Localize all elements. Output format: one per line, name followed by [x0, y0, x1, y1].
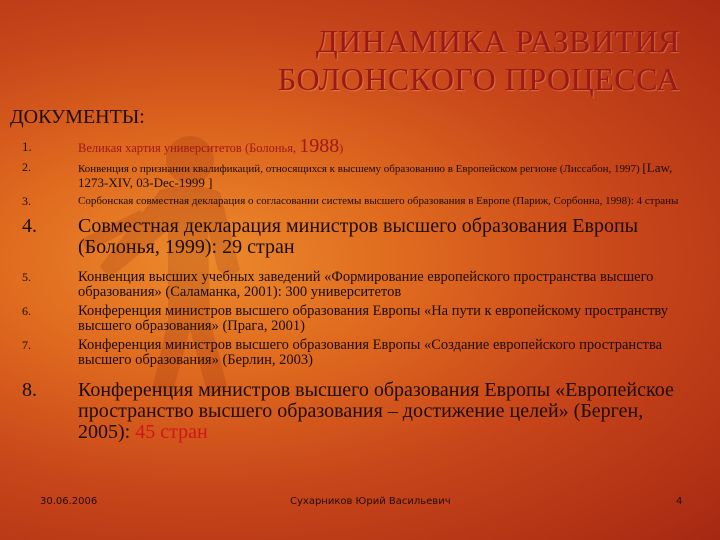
item-number: 1. [22, 139, 32, 154]
list-item [22, 216, 698, 258]
list-item [22, 380, 698, 443]
item-number: 8. [22, 379, 37, 401]
list-item [22, 270, 698, 300]
list-item [22, 161, 698, 191]
documents-list [22, 135, 698, 455]
item-year: 1988 [299, 135, 340, 157]
item-text: Конференция министров высшего образования Европы «Создание европейского пространства высшего образования» (Берлин, 2003) [78, 337, 663, 368]
item-text-main: Конвенция о признании квалификаций, относящихся к высшему образованию в Европейском регионе (Лиссабон, 1997) [78, 163, 643, 175]
item-number: 7. [22, 338, 31, 352]
item-close: ) [339, 141, 344, 155]
list-item [22, 304, 698, 334]
item-text [78, 135, 698, 157]
title-line-1: ДИНАМИКА РАЗВИТИЯ [315, 23, 680, 59]
item-number: 5. [22, 270, 31, 284]
item-text-main: Великая хартия университетов (Болонья, [78, 141, 300, 155]
item-text-main: Конференция министров высшего образования Европы «Европейское пространство высшего образования – достижение целей» (Берген, 2005): [78, 379, 674, 443]
list-item [22, 195, 698, 208]
footer-author: Сухарников Юрий Васильевич [290, 496, 451, 507]
item-text: Конвенция высших учебных заведений «Формирование европейского пространства высшего образования» (Саламанка, 2001): 300 университетов [78, 269, 654, 300]
list-item [22, 135, 698, 157]
footer-page-number: 4 [676, 496, 683, 507]
item-number: 3. [22, 194, 31, 208]
item-number: 4. [22, 215, 37, 237]
list-item [22, 338, 698, 368]
slide-title [278, 22, 680, 98]
item-number: 2. [22, 160, 31, 174]
item-text: Сорбонская совместная декларация о согласовании системы высшего образования в Европе (Париж, Сорбонна, 1998): 4 страны [78, 195, 679, 207]
item-text: Совместная декларация министров высшего образования Европы (Болонья, 1999): 29 стран [78, 215, 639, 258]
section-heading: ДОКУМЕНТЫ: [10, 106, 145, 128]
title-line-2: БОЛОНСКОГО ПРОЦЕССА [277, 61, 680, 97]
item-highlight: 45 стран [135, 421, 208, 443]
item-number: 6. [22, 304, 31, 318]
footer-date: 30.06.2006 [40, 496, 98, 507]
item-text [78, 380, 698, 443]
item-extra: [Law, 1273-XIV, 03-Dec-1999 ] [78, 160, 673, 190]
item-text: Конференция министров высшего образования Европы «На пути к европейскому пространству высшего образования» (Прага, 2001) [78, 303, 669, 334]
item-text [78, 161, 698, 191]
